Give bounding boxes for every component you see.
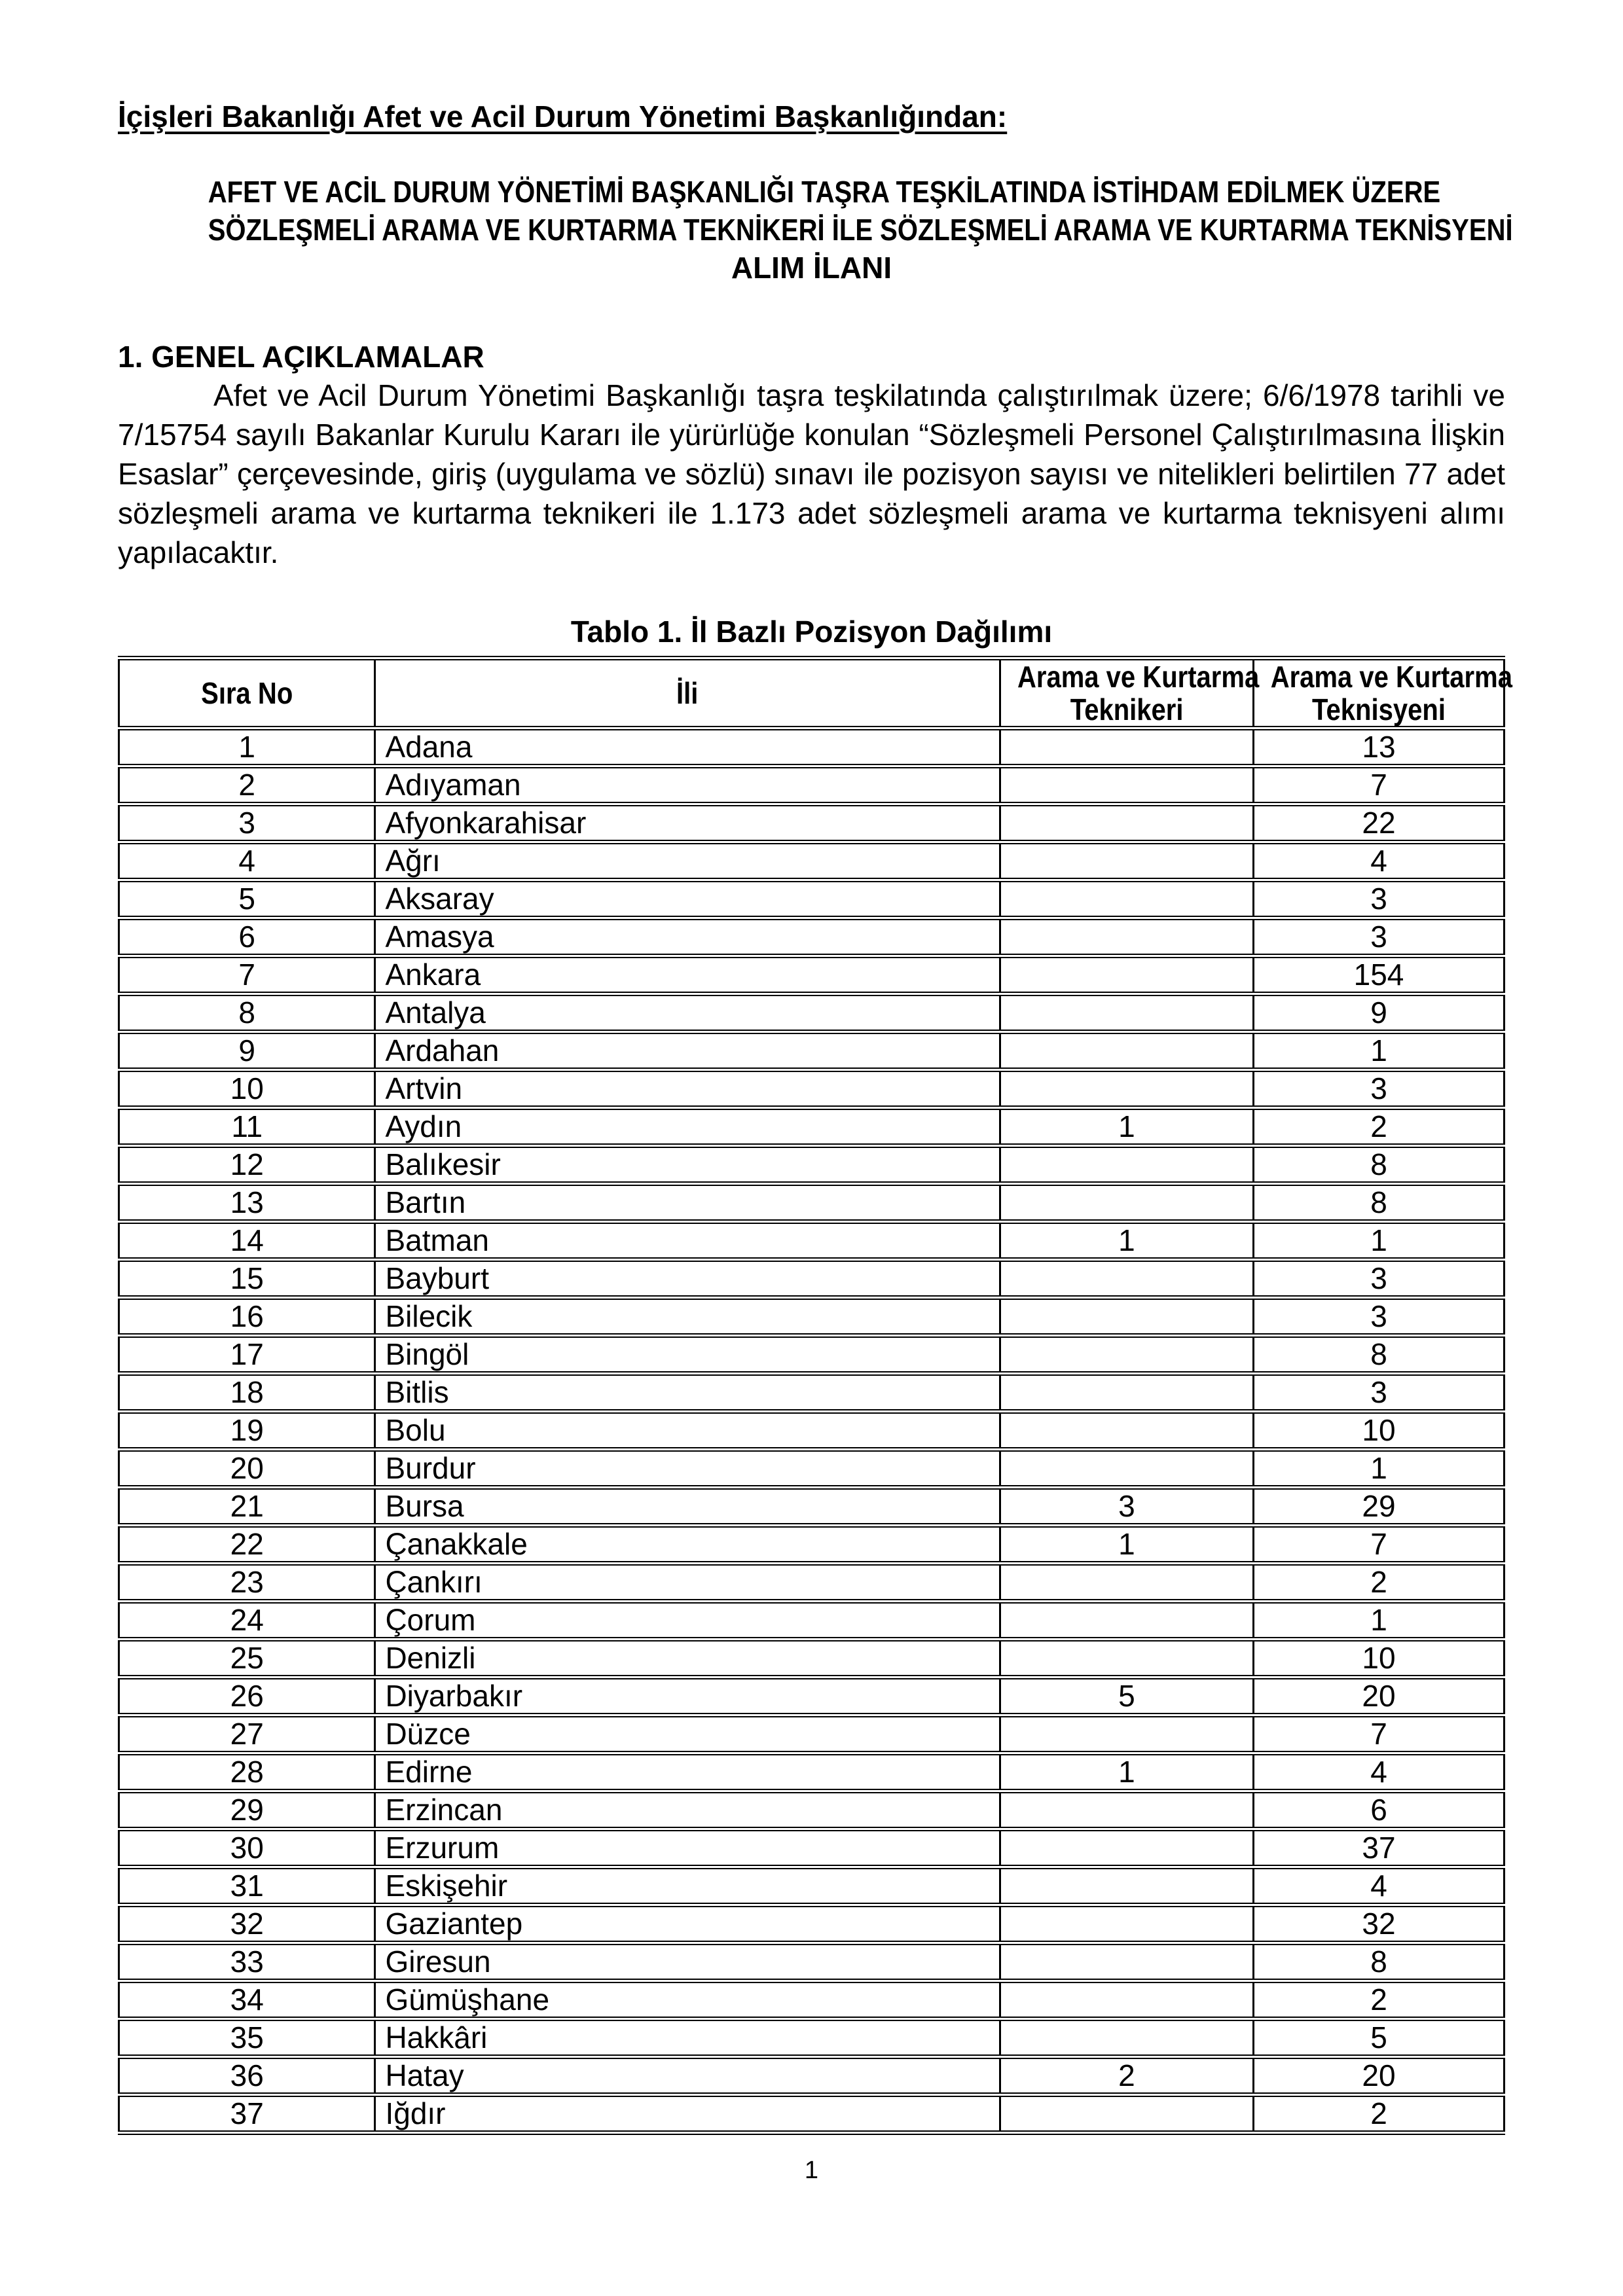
cell-teknisyeni: 2 <box>1253 1564 1504 1602</box>
cell-teknisyeni: 2 <box>1253 1981 1504 2019</box>
cell-sira-no: 2 <box>119 766 375 804</box>
cell-teknikeri: 1 <box>1000 1108 1253 1146</box>
cell-teknisyeni: 20 <box>1253 1677 1504 1715</box>
main-title-line-1: AFET VE ACİL DURUM YÖNETİMİ BAŞKANLIĞI TAŞRA TEŞKİLATINDA İSTİHDAM EDİLMEK ÜZERE <box>208 175 1441 209</box>
table-row <box>119 842 1504 880</box>
cell-teknisyeni: 3 <box>1253 918 1504 956</box>
cell-teknisyeni: 2 <box>1253 1108 1504 1146</box>
cell-teknisyeni: 1 <box>1253 1222 1504 1260</box>
cell-teknisyeni: 8 <box>1253 1146 1504 1184</box>
cell-sira-no: 32 <box>119 1905 375 1943</box>
cell-ili: Bayburt <box>375 1260 1000 1298</box>
cell-sira-no: 25 <box>119 1640 375 1677</box>
cell-ili: Gümüşhane <box>375 1981 1000 2019</box>
cell-ili: Ardahan <box>375 1032 1000 1070</box>
table-row <box>119 1260 1504 1298</box>
cell-teknikeri <box>1000 1829 1253 1867</box>
column-header-ili <box>375 658 1000 728</box>
column-header-teknisyeni <box>1253 658 1512 728</box>
cell-teknikeri <box>1000 1715 1253 1753</box>
cell-ili: Giresun <box>375 1943 1000 1981</box>
cell-teknisyeni: 7 <box>1253 766 1504 804</box>
cell-ili: Gaziantep <box>375 1905 1000 1943</box>
cell-sira-no: 31 <box>119 1867 375 1905</box>
cell-sira-no: 29 <box>119 1791 375 1829</box>
main-title <box>118 173 1513 287</box>
cell-sira-no: 26 <box>119 1677 375 1715</box>
cell-sira-no: 27 <box>119 1715 375 1753</box>
column-header-sira-no <box>119 658 375 728</box>
table-row <box>119 1488 1504 1526</box>
cell-teknisyeni: 1 <box>1253 1032 1504 1070</box>
cell-sira-no: 8 <box>119 994 375 1032</box>
cell-teknikeri: 2 <box>1000 2057 1253 2095</box>
column-header-teknikeri-line-2: Teknikeri <box>1070 692 1184 726</box>
cell-teknikeri <box>1000 766 1253 804</box>
cell-ili: Adana <box>375 728 1000 766</box>
cell-teknikeri <box>1000 956 1253 994</box>
table-row <box>119 994 1504 1032</box>
cell-teknisyeni: 20 <box>1253 2057 1504 2095</box>
table-row <box>119 1184 1504 1222</box>
cell-teknisyeni: 3 <box>1253 1298 1504 1336</box>
table-row <box>119 1070 1504 1108</box>
table-header-row <box>119 658 1504 728</box>
cell-ili: Bilecik <box>375 1298 1000 1336</box>
cell-teknikeri <box>1000 1943 1253 1981</box>
cell-sira-no: 16 <box>119 1298 375 1336</box>
table-row <box>119 804 1504 842</box>
cell-ili: Hakkâri <box>375 2019 1000 2057</box>
cell-ili: Eskişehir <box>375 1867 1000 1905</box>
table-row <box>119 766 1504 804</box>
table-row <box>119 1374 1504 1412</box>
cell-sira-no: 15 <box>119 1260 375 1298</box>
table-row <box>119 1753 1504 1791</box>
cell-sira-no: 14 <box>119 1222 375 1260</box>
table-row <box>119 880 1504 918</box>
cell-teknikeri <box>1000 1184 1253 1222</box>
cell-ili: Aydın <box>375 1108 1000 1146</box>
cell-ili: Çorum <box>375 1602 1000 1640</box>
cell-ili: Bolu <box>375 1412 1000 1450</box>
cell-teknisyeni: 37 <box>1253 1829 1504 1867</box>
cell-ili: Bingöl <box>375 1336 1000 1374</box>
cell-teknisyeni: 4 <box>1253 842 1504 880</box>
table-row <box>119 2095 1504 2133</box>
cell-teknikeri <box>1000 918 1253 956</box>
table-row <box>119 1108 1504 1146</box>
table-row <box>119 1981 1504 2019</box>
cell-ili: Amasya <box>375 918 1000 956</box>
table-row <box>119 1336 1504 1374</box>
cell-teknisyeni: 2 <box>1253 2095 1504 2133</box>
document-source-text: İçişleri Bakanlığı Afet ve Acil Durum Yönetimi Başkanlığından: <box>118 99 1008 134</box>
cell-teknisyeni: 3 <box>1253 1374 1504 1412</box>
cell-teknisyeni: 4 <box>1253 1753 1504 1791</box>
cell-sira-no: 12 <box>119 1146 375 1184</box>
cell-teknikeri <box>1000 1867 1253 1905</box>
positions-table <box>118 656 1512 2135</box>
cell-teknisyeni: 4 <box>1253 1867 1504 1905</box>
table-row <box>119 1715 1504 1753</box>
cell-sira-no: 13 <box>119 1184 375 1222</box>
cell-ili: Artvin <box>375 1070 1000 1108</box>
cell-teknisyeni: 10 <box>1253 1412 1504 1450</box>
page-number: 1 <box>804 2157 819 2184</box>
cell-teknisyeni: 8 <box>1253 1943 1504 1981</box>
cell-sira-no: 17 <box>119 1336 375 1374</box>
section-1-paragraph: Afet ve Acil Durum Yönetimi Başkanlığı taşra teşkilatında çalıştırılmak üzere; 6/6/1978 tarihli ve 7/15754 sayılı Bakanlar Kurulu Kararı ile yürürlüğe konulan “Sözleşmeli Personel Çalıştırılmasına İlişkin Esaslar” çerçevesinde, giriş (uygulama ve sözlü) sınavı ile pozisyon sayısı ve nitelikleri belirtilen 77 adet sözleşmeli arama ve kurtarma teknikeri ile 1.173 adet sözleşmeli arama ve kurtarma teknisyeni alımı yapılacaktır. <box>118 378 1505 569</box>
cell-ili: Erzincan <box>375 1791 1000 1829</box>
cell-ili: Düzce <box>375 1715 1000 1753</box>
cell-ili: Bitlis <box>375 1374 1000 1412</box>
cell-teknikeri <box>1000 1791 1253 1829</box>
table-row <box>119 918 1504 956</box>
cell-teknisyeni: 32 <box>1253 1905 1504 1943</box>
cell-teknisyeni: 10 <box>1253 1640 1504 1677</box>
table-row <box>119 956 1504 994</box>
cell-teknikeri <box>1000 2019 1253 2057</box>
cell-sira-no: 7 <box>119 956 375 994</box>
column-header-teknikeri <box>1000 658 1259 728</box>
cell-sira-no: 3 <box>119 804 375 842</box>
cell-teknikeri: 1 <box>1000 1526 1253 1564</box>
cell-ili: Adıyaman <box>375 766 1000 804</box>
cell-ili: Aksaray <box>375 880 1000 918</box>
cell-ili: Ağrı <box>375 842 1000 880</box>
table-row <box>119 1564 1504 1602</box>
cell-sira-no: 10 <box>119 1070 375 1108</box>
cell-sira-no: 11 <box>119 1108 375 1146</box>
cell-teknisyeni: 6 <box>1253 1791 1504 1829</box>
cell-teknikeri <box>1000 1981 1253 2019</box>
cell-ili: Burdur <box>375 1450 1000 1488</box>
cell-ili: Denizli <box>375 1640 1000 1677</box>
table-row <box>119 728 1504 766</box>
cell-sira-no: 6 <box>119 918 375 956</box>
cell-teknisyeni: 1 <box>1253 1450 1504 1488</box>
cell-teknisyeni: 8 <box>1253 1184 1504 1222</box>
cell-teknisyeni: 5 <box>1253 2019 1504 2057</box>
main-title-line-3: ALIM İLANI <box>731 251 892 285</box>
cell-sira-no: 1 <box>119 728 375 766</box>
table-row <box>119 1867 1504 1905</box>
cell-teknisyeni: 1 <box>1253 1602 1504 1640</box>
cell-sira-no: 35 <box>119 2019 375 2057</box>
cell-teknikeri <box>1000 842 1253 880</box>
cell-teknikeri <box>1000 1564 1253 1602</box>
table-row <box>119 1222 1504 1260</box>
column-header-sira-no-label: Sıra No <box>201 676 293 710</box>
cell-teknikeri <box>1000 1070 1253 1108</box>
cell-teknikeri <box>1000 804 1253 842</box>
cell-teknisyeni: 7 <box>1253 1715 1504 1753</box>
cell-teknikeri <box>1000 1602 1253 1640</box>
cell-teknisyeni: 22 <box>1253 804 1504 842</box>
cell-sira-no: 18 <box>119 1374 375 1412</box>
cell-teknisyeni: 3 <box>1253 1070 1504 1108</box>
main-title-line-2: SÖZLEŞMELİ ARAMA VE KURTARMA TEKNİKERİ İLE SÖZLEŞMELİ ARAMA VE KURTARMA TEKNİSYENİ <box>208 213 1513 247</box>
table-row <box>119 1640 1504 1677</box>
cell-ili: Çankırı <box>375 1564 1000 1602</box>
cell-ili: Edirne <box>375 1753 1000 1791</box>
cell-sira-no: 33 <box>119 1943 375 1981</box>
cell-ili: Erzurum <box>375 1829 1000 1867</box>
cell-teknikeri: 3 <box>1000 1488 1253 1526</box>
cell-teknisyeni: 3 <box>1253 1260 1504 1298</box>
cell-sira-no: 5 <box>119 880 375 918</box>
cell-teknikeri <box>1000 1260 1253 1298</box>
table-row <box>119 2019 1504 2057</box>
cell-teknisyeni: 8 <box>1253 1336 1504 1374</box>
table-row <box>119 1450 1504 1488</box>
cell-teknikeri <box>1000 1032 1253 1070</box>
cell-sira-no: 19 <box>119 1412 375 1450</box>
cell-ili: Balıkesir <box>375 1146 1000 1184</box>
cell-teknikeri: 1 <box>1000 1222 1253 1260</box>
column-header-teknisyeni-line-2: Teknisyeni <box>1312 692 1446 726</box>
cell-teknikeri <box>1000 1336 1253 1374</box>
table-row <box>119 1298 1504 1336</box>
cell-teknikeri <box>1000 1905 1253 1943</box>
cell-teknikeri <box>1000 1298 1253 1336</box>
cell-teknikeri: 5 <box>1000 1677 1253 1715</box>
cell-sira-no: 34 <box>119 1981 375 2019</box>
table-row <box>119 1829 1504 1867</box>
cell-sira-no: 23 <box>119 1564 375 1602</box>
section-1-heading: 1. GENEL AÇIKLAMALAR <box>118 340 484 374</box>
cell-sira-no: 9 <box>119 1032 375 1070</box>
document-source-heading <box>118 97 1505 136</box>
cell-sira-no: 30 <box>119 1829 375 1867</box>
cell-teknikeri <box>1000 728 1253 766</box>
cell-ili: Diyarbakır <box>375 1677 1000 1715</box>
table-row <box>119 1943 1504 1981</box>
cell-teknikeri <box>1000 1374 1253 1412</box>
cell-ili: Hatay <box>375 2057 1000 2095</box>
cell-teknisyeni: 154 <box>1253 956 1504 994</box>
cell-sira-no: 24 <box>119 1602 375 1640</box>
table-row <box>119 2057 1504 2095</box>
column-header-teknisyeni-line-1: Arama ve Kurtarma <box>1270 660 1512 694</box>
cell-teknisyeni: 9 <box>1253 994 1504 1032</box>
cell-ili: Çanakkale <box>375 1526 1000 1564</box>
cell-teknisyeni: 3 <box>1253 880 1504 918</box>
cell-ili: Bursa <box>375 1488 1000 1526</box>
cell-teknikeri <box>1000 880 1253 918</box>
table-row <box>119 1146 1504 1184</box>
table-row <box>119 1905 1504 1943</box>
column-header-teknikeri-line-1: Arama ve Kurtarma <box>1017 660 1259 694</box>
table-row <box>119 1032 1504 1070</box>
cell-ili: Batman <box>375 1222 1000 1260</box>
cell-sira-no: 22 <box>119 1526 375 1564</box>
cell-teknisyeni: 13 <box>1253 728 1504 766</box>
cell-ili: Iğdır <box>375 2095 1000 2133</box>
cell-teknisyeni: 29 <box>1253 1488 1504 1526</box>
cell-ili: Ankara <box>375 956 1000 994</box>
cell-ili: Afyonkarahisar <box>375 804 1000 842</box>
cell-teknikeri <box>1000 1450 1253 1488</box>
table-row <box>119 1791 1504 1829</box>
cell-teknikeri <box>1000 2095 1253 2133</box>
table-row <box>119 1677 1504 1715</box>
cell-ili: Bartın <box>375 1184 1000 1222</box>
cell-ili: Antalya <box>375 994 1000 1032</box>
cell-sira-no: 37 <box>119 2095 375 2133</box>
table-row <box>119 1526 1504 1564</box>
cell-sira-no: 36 <box>119 2057 375 2095</box>
cell-teknikeri: 1 <box>1000 1753 1253 1791</box>
cell-teknikeri <box>1000 1146 1253 1184</box>
table-body <box>119 728 1504 2133</box>
cell-teknikeri <box>1000 1412 1253 1450</box>
cell-sira-no: 20 <box>119 1450 375 1488</box>
cell-teknisyeni: 7 <box>1253 1526 1504 1564</box>
table-title: Tablo 1. İl Bazlı Pozisyon Dağılımı <box>570 615 1053 649</box>
table-row <box>119 1602 1504 1640</box>
cell-teknikeri <box>1000 994 1253 1032</box>
cell-teknikeri <box>1000 1640 1253 1677</box>
cell-sira-no: 4 <box>119 842 375 880</box>
cell-sira-no: 21 <box>119 1488 375 1526</box>
column-header-ili-label: İli <box>676 676 699 710</box>
cell-sira-no: 28 <box>119 1753 375 1791</box>
table-row <box>119 1412 1504 1450</box>
